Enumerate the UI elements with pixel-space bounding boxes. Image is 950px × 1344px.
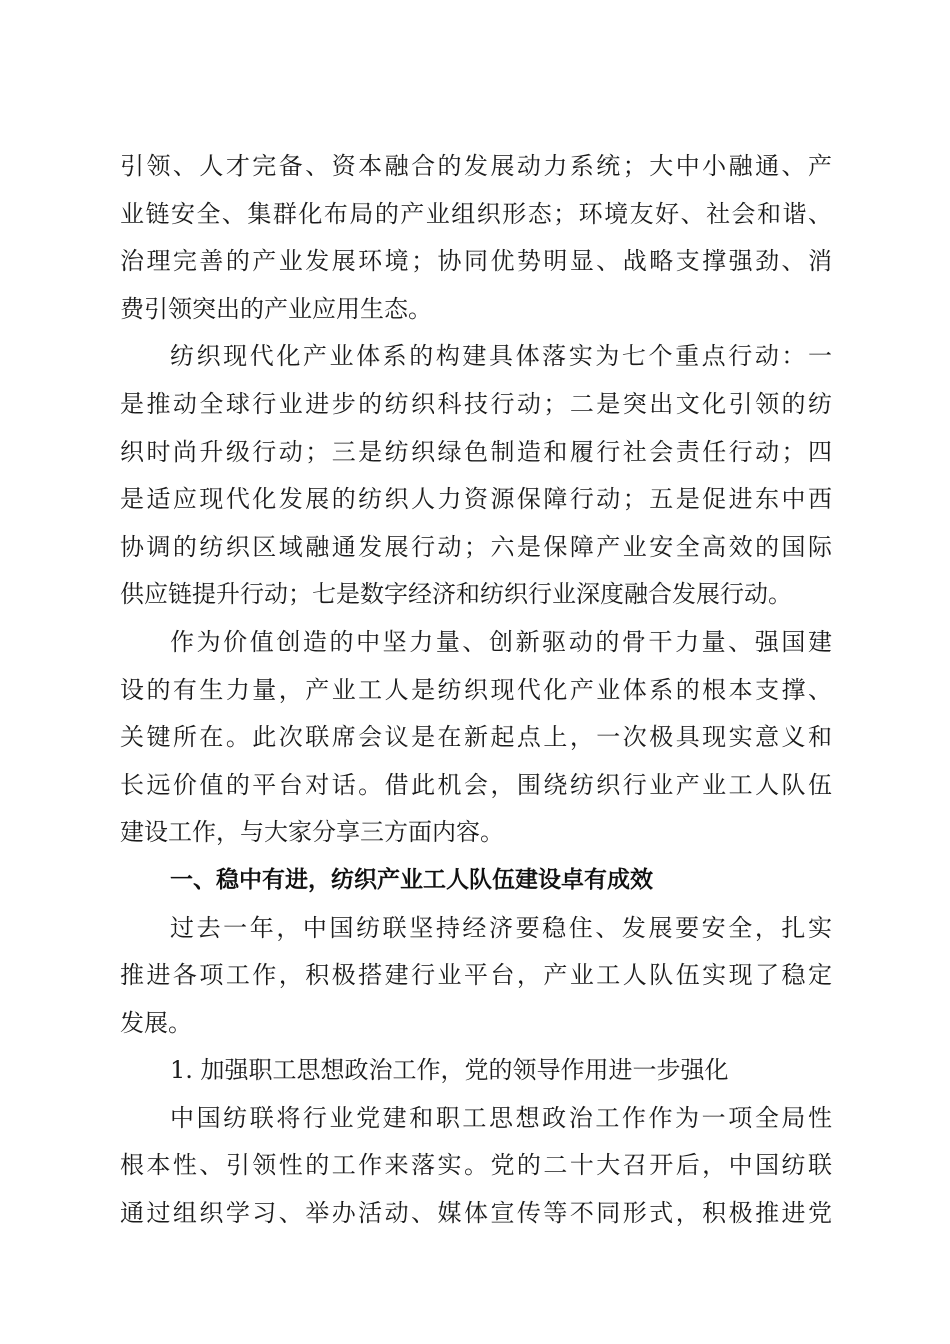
paragraph-line: 业链安全、集群化布局的产业组织形态；环境友好、社会和谐、 [120, 199, 832, 228]
subsection-heading: 1. 加强职工思想政治工作，党的领导作用进一步强化 [170, 1056, 729, 1085]
paragraph-line: 纺织现代化产业体系的构建具体落实为七个重点行动：一 [170, 342, 832, 371]
paragraph-line: 是推动全球行业进步的纺织科技行动；二是突出文化引领的纺 [120, 389, 832, 418]
paragraph-line: 费引领突出的产业应用生态。 [120, 294, 432, 323]
paragraph-line: 中国纺联将行业党建和职工思想政治工作作为一项全局性 [170, 1103, 832, 1132]
paragraph-line: 通过组织学习、举办活动、媒体宣传等不同形式，积极推进党 [120, 1199, 832, 1228]
paragraph-line: 建设工作，与大家分享三方面内容。 [120, 818, 504, 847]
paragraph-line: 关键所在。此次联席会议是在新起点上，一次极具现实意义和 [120, 723, 832, 752]
document-body [120, 143, 832, 1238]
section-heading: 一、稳中有进，纺织产业工人队伍建设卓有成效 [170, 866, 653, 893]
paragraph-line: 过去一年，中国纺联坚持经济要稳住、发展要安全，扎实 [170, 913, 832, 942]
paragraph-line: 协调的纺织区域融通发展行动；六是保障产业安全高效的国际 [120, 532, 832, 561]
paragraph-line: 设的有生力量，产业工人是纺织现代化产业体系的根本支撑、 [120, 675, 832, 704]
paragraph-line: 长远价值的平台对话。借此机会，围绕纺织行业产业工人队伍 [120, 770, 832, 799]
paragraph-line: 根本性、引领性的工作来落实。党的二十大召开后，中国纺联 [120, 1151, 832, 1180]
paragraph-line: 织时尚升级行动；三是纺织绿色制造和履行社会责任行动；四 [120, 437, 832, 466]
paragraph-line: 作为价值创造的中坚力量、创新驱动的骨干力量、强国建 [170, 627, 832, 656]
paragraph-line: 是适应现代化发展的纺织人力资源保障行动；五是促进东中西 [120, 485, 832, 514]
paragraph-line: 引领、人才完备、资本融合的发展动力系统；大中小融通、产 [120, 152, 832, 180]
paragraph-line: 推进各项工作，积极搭建行业平台，产业工人队伍实现了稳定 [120, 961, 832, 990]
paragraph-line: 治理完善的产业发展环境；协同优势明显、战略支撑强劲、消 [120, 247, 832, 276]
paragraph-line: 发展。 [120, 1008, 192, 1037]
paragraph-line: 供应链提升行动；七是数字经济和纺织行业深度融合发展行动。 [120, 580, 792, 609]
